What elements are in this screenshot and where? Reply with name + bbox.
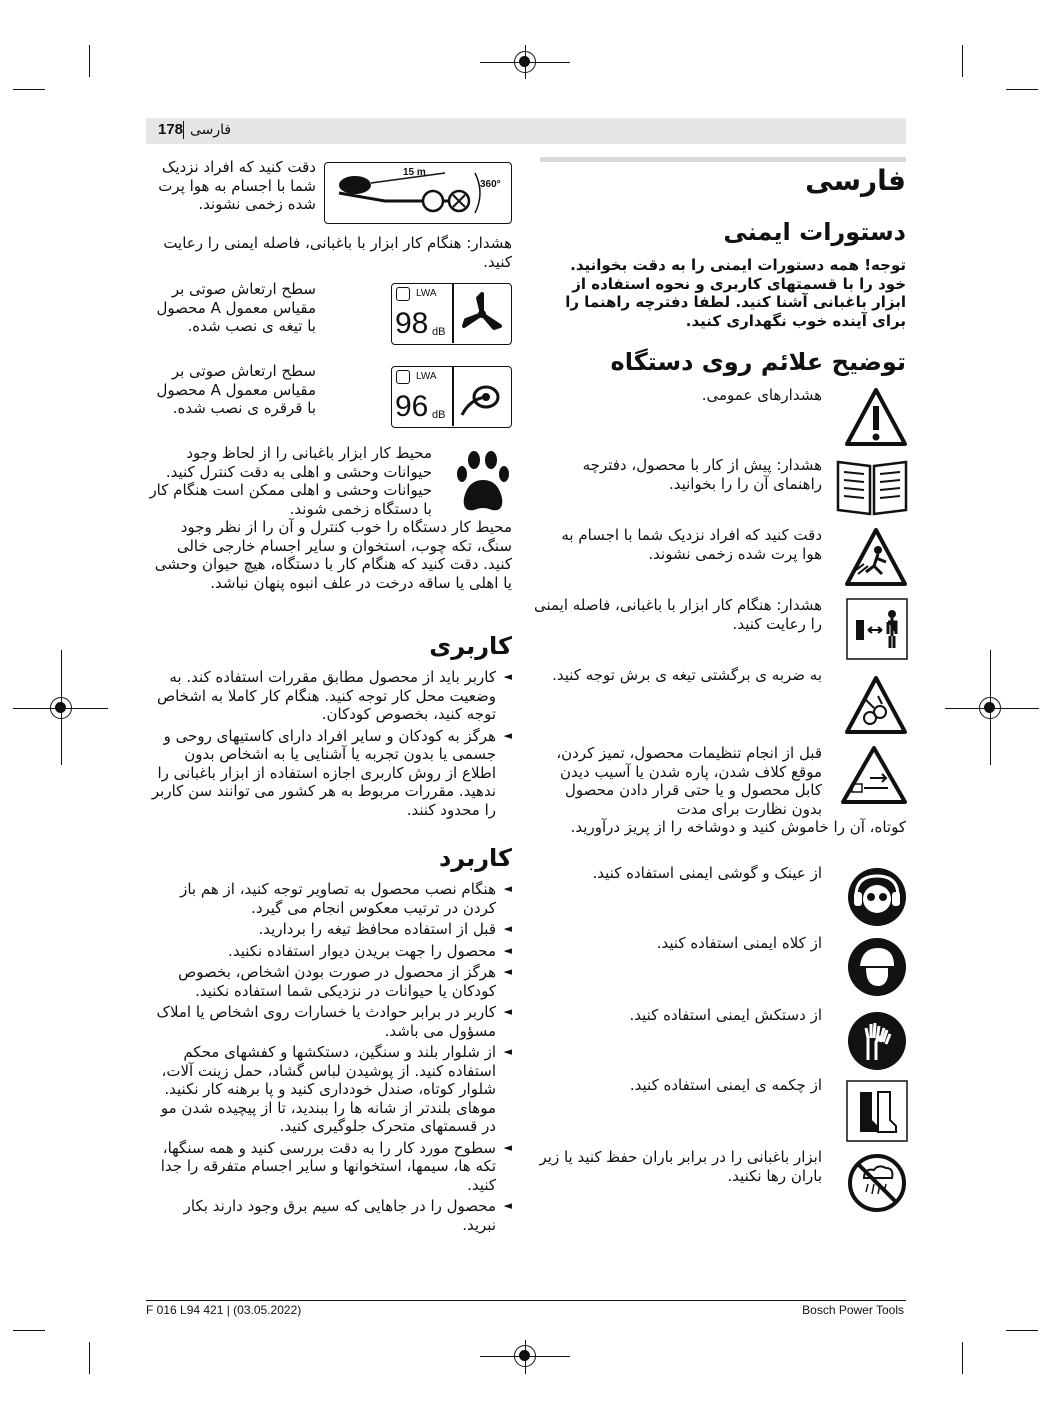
registration-mark-icon: [514, 1345, 536, 1367]
noise-unit: dB: [432, 326, 446, 338]
animals-text-continued: محیط کار دستگاه را خوب کنترل و آن را از نظر وجود سنگ، تکه چوب، استخوان و سایر اجسام خارجی خالی کنید. دقت کنید که هنگام کار با دستگاه، هیچ حیوان وحشی یا اهلی یا ساقه درخت در علف انبوه پنهان نباشد.: [154, 518, 512, 592]
thrown-objects-icon: [844, 526, 908, 588]
header-divider: [183, 121, 184, 139]
lwa-label: LWA: [416, 371, 437, 382]
registration-mark-icon: [514, 51, 536, 73]
no-rain-icon: [846, 1152, 908, 1214]
noise-unit: dB: [432, 409, 446, 421]
noise-spool-text: سطح ارتعاش صوتی بر مقیاس معمول A محصول با قرقره ی نصب شده.: [156, 362, 316, 417]
symbol-text: از چکمه ی ایمنی استفاده کنید.: [629, 1076, 822, 1094]
noise-level-spool-symbol: [391, 366, 512, 428]
crop-mark: [1006, 1330, 1038, 1331]
blade-icon: [456, 288, 508, 340]
crop-mark: [1006, 89, 1038, 90]
list-item: ◄ سطوح مورد کار را به دقت بررسی کنید و همه سنگها، تکه ها، سیمها، استخوانها و سایر اجسام متفرقه را جدا کنید.: [146, 1139, 512, 1195]
ear-icon: [396, 370, 410, 384]
list-item: ◄ هنگام نصب محصول به تصاویر توجه کنید، از هم باز کردن در ترتیب معکوس انجام می گیرد.: [146, 880, 512, 917]
crop-mark: [13, 1330, 45, 1331]
header-language: فارسی: [190, 122, 232, 138]
symbol-text: از عینک و گوشی ایمنی استفاده کنید.: [592, 864, 822, 882]
spool-icon: [456, 371, 508, 423]
list-item: ◄ کاربر باید از محصول مطابق مقررات استفاده کند. به وضعیت محل کار توجه کنید. هنگام کار کاملا به اشخاص توجه کنید، بخصوص کودکان.: [146, 668, 512, 724]
warning-triangle-icon: [844, 386, 908, 448]
noise-blade-text: سطح ارتعاش صوتی بر مقیاس معمول A محصول با تیغه ی نصب شده.: [156, 280, 316, 335]
section-divider: [540, 157, 906, 162]
helmet-icon: [846, 936, 908, 998]
safety-distance-icon: [846, 598, 908, 660]
safety-note: توجه! همه دستورات ایمنی را به دقت بخوانید. خود را با قسمتهای کاربری و نحوه استفاده از ابزار باغبانی آشنا کنید. لطفا دفترچه راهنما را برای آینده خوب نگهداری کنید.: [565, 256, 906, 330]
thrown-objects-distance-symbol: [324, 162, 512, 224]
footer-doc-code: F 016 L94 421 | (03.05.2022): [146, 1303, 302, 1317]
page-number: 178: [158, 121, 184, 138]
list-item: ◄ هرگز به کودکان و سایر افراد دارای کاستیهای روحی و جسمی یا بدون تجربه یا آشنایی یا به اشخاص بدون اطلاع از روش کاربری اجازه استفاده از ابزار باغبانی را ندهید. مقررات مربوط به هر کشور می توانند سن کاربر را محدود کنند.: [146, 727, 512, 820]
thrown-objects-text: دقت کنید که افراد نزدیک شما با اجسام به هوا پرت شده زخمی نشوند.: [158, 158, 316, 213]
animal-paw-icon: [454, 450, 512, 516]
symbol-text-continued: کوتاه، آن را خاموش کنید و دوشاخه را از پریز درآورید.: [570, 818, 906, 836]
list-item: ◄ قبل از استفاده محافظ تیغه را بردارید.: [146, 920, 512, 939]
footer-brand: Bosch Power Tools: [802, 1303, 904, 1317]
crop-mark: [962, 45, 963, 77]
symbol-divider: [452, 367, 454, 426]
noise-value: 98: [395, 307, 429, 340]
eye-ear-protection-icon: [846, 866, 908, 928]
safety-heading: دستورات ایمنی: [723, 218, 906, 246]
symbol-text: هشدارهای عمومی.: [701, 386, 822, 404]
lwa-label: LWA: [416, 288, 437, 299]
list-item: ◄ محصول را در جاهایی که سیم برق وجود دارند بکار نبرید.: [146, 1197, 512, 1234]
symbol-text: به ضربه ی برگشتی تیغه ی برش توجه کنید.: [552, 666, 822, 684]
noise-level-blade-symbol: [391, 283, 512, 345]
symbol-text: هشدار: هنگام کار ابزار با باغبانی، فاصله ایمنی را رعایت کنید.: [533, 596, 822, 633]
gloves-icon: [846, 1010, 908, 1072]
registration-mark-icon: [979, 697, 1001, 719]
list-item: ◄ کاربر در برابر حوادث یا خسارات روی اشخاص یا املاک مسؤول می باشد.: [146, 1003, 512, 1040]
registration-mark-icon: [50, 697, 72, 719]
crop-mark: [13, 89, 45, 90]
crop-mark: [962, 1342, 963, 1374]
symbols-heading: توضیح علائم روی دستگاه: [610, 348, 906, 376]
user-heading: کاربرد: [438, 844, 512, 872]
noise-value: 96: [395, 390, 429, 423]
ear-icon: [396, 287, 410, 301]
usage-list: [146, 668, 512, 822]
page-title: فارسی: [805, 164, 906, 197]
symbol-text: هشدار: پیش از کار با محصول، دفترچه راهنمای آن را را بخوانید.: [582, 456, 822, 493]
distance-label: 15 m: [403, 167, 426, 178]
symbol-text: ابزار باغبانی را در برابر باران حفظ کنید یا زیر باران رها نکنید.: [539, 1148, 822, 1185]
animals-text: محیط کار ابزار باغبانی را از لحاظ وجود حیوانات وحشی و اهلی به دقت کنترل کنید. حیوانات وحشی و اهلی ممکن است هنگام کار با دستگاه زخمی شوند.: [149, 444, 432, 518]
symbol-divider: [452, 284, 454, 343]
angle-label: 360°: [480, 179, 501, 190]
manual-book-icon: [834, 456, 910, 518]
footer-divider: [146, 1300, 906, 1301]
boots-icon: [846, 1080, 908, 1142]
symbol-text: از کلاه ایمنی استفاده کنید.: [656, 934, 822, 952]
distance-note: هشدار: هنگام کار ابزار با باغبانی، فاصله ایمنی را رعایت کنید.: [163, 234, 512, 271]
symbol-text: قبل از انجام تنظیمات محصول، تمیز کردن، موقع کلاف شدن، پاره شدن یا آسیب دیدن کابل محصول و یا حتی قرار دادن محصول بدون نظارت برای مدت: [556, 744, 822, 818]
page-header-bar: [146, 118, 906, 144]
blade-thrust-icon: [844, 674, 908, 736]
usage-heading: کاربری: [429, 632, 512, 660]
list-item: ◄ محصول را جهت بریدن دیوار استفاده نکنید.: [146, 942, 512, 961]
symbol-text: از دستکش ایمنی استفاده کنید.: [629, 1006, 822, 1024]
list-item: ◄ هرگز از محصول در صورت بودن اشخاص، بخصوص کودکان یا حیوانات در نزدیکی شما استفاده نکنید.: [146, 963, 512, 1000]
user-list: [146, 880, 512, 1237]
symbol-text: دقت کنید که افراد نزدیک شما با اجسام به هوا پرت شده زخمی نشوند.: [561, 526, 822, 563]
crop-mark: [89, 1342, 90, 1374]
crop-mark: [89, 45, 90, 77]
list-item: ◄ از شلوار بلند و سنگین، دستکشها و کفشهای محکم استفاده کنید. از پوشیدن لباس گشاد، حمل زینت آلات، شلوار کوتاه، صندل خودداری کنید و پا برهنه کار نکنید. موهای بلندتر از شانه ها را ببندید، تا از پیچیده شدن مو در قسمتهای متحرک جلوگیری کنید.: [146, 1043, 512, 1136]
unplug-icon: [840, 744, 908, 806]
